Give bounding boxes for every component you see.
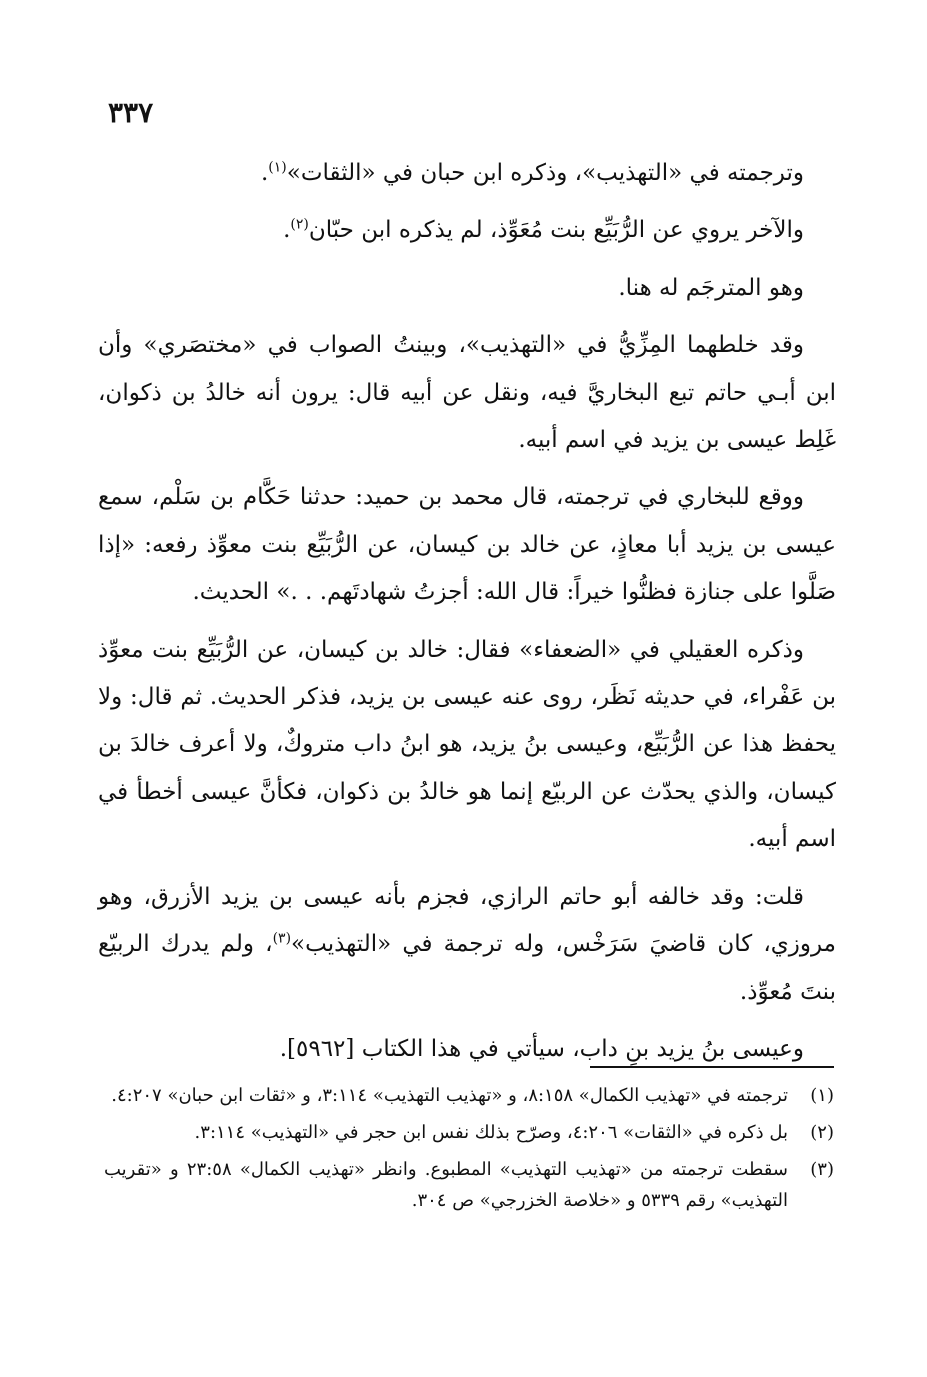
footnote-separator (590, 1066, 834, 1068)
paragraph-1-text: وترجمته في «التهذيب»، وذكره ابن حبان في «الثقات» (286, 160, 804, 186)
paragraph-4: وقد خلطهما المِزِّيُّ في «التهذيب»، وبينتُ الصواب في «مختصَري» وأن ابن أبـي حاتم تبع البخاريَّ فيه، ونقل عن أبيه قال: يرون أنه خالدُ بن ذكوان، غَلِط عيسى بن يزيد في اسم أبيه. (98, 332, 836, 454)
paragraph-5: ووقع للبخاري في ترجمته، قال محمد بن حميد: حدثنا حَكَّام بن سَلْم، سمع عيسى بن يزيد أبا معاذٍ، عن خالد بن كيسان، عن الرُّبَيِّع بنت معوِّذ رفعه: «إذا صَلَّوا على جنازة فظنُّوا خيراً: قال الله: أجزتُ شهادتَهم. . .» الحديث. (98, 484, 836, 606)
footnote-number: (٢) (810, 1122, 834, 1143)
footnote-2 (104, 1117, 834, 1148)
page-number: ٣٣٧ (108, 96, 154, 129)
paragraph-7 (98, 874, 836, 1016)
footnote-number: (١) (810, 1085, 834, 1106)
paragraph-1 (98, 150, 836, 197)
paragraph-2-text: والآخر يروي عن الرُّبَيِّع بنت مُعَوِّذ، لم يذكره ابن حبّان (308, 217, 804, 244)
footnote-ref-2: (٢) (290, 216, 309, 233)
main-text (98, 150, 836, 1083)
footnotes (104, 1080, 834, 1222)
footnote-ref-1: (١) (268, 159, 287, 176)
paragraph-7-text-b: ، ولم يدرك الربيّع بنتَ مُعوِّذ. (98, 931, 836, 1005)
paragraph-7-text-a: قلت: وقد خالفه أبو حاتم الرازي، فجزم بأنه عيسى بن يزيد الأزرق، وهو مروزي، كان قاضيَ سَرَخْس، وله ترجمة في «التهذيب» (98, 883, 836, 958)
footnote-1 (104, 1080, 834, 1111)
paragraph-6: وذكره العقيلي في «الضعفاء» فقال: خالد بن كيسان، عن الرُّبَيِّع بنت معوِّذ بن عَفْراء، في حديثه نَظَر، روى عنه عيسى بن يزيد، فذكر الحديث. ثم قال: ولا يحفظ هذا عن الرُّبَيِّع، وعيسى بنُ يزيد، هو ابنُ داب متروكٌ، ولا أعرف خالدَ بن كيسان، والذي يحدّث عن الربيّع إنما هو خالدُ بن ذكوان، فكأنَّ عيسى أخطأ في اسم أبيه. (98, 636, 836, 853)
footnote-ref-3: (٣) (272, 930, 292, 947)
footnote-number: (٣) (810, 1159, 834, 1180)
footnote-text: بل ذكره في «الثقات» ٤:٢٠٦، وصرّح بذلك نفس ابن حجر في «التهذيب» ٣:١١٤. (194, 1122, 788, 1143)
footnote-text: ترجمته في «تهذيب الكمال» ٨:١٥٨، و «تهذيب التهذيب» ٣:١١٤، و «ثقات ابن حبان» ٤:٢٠٧. (111, 1085, 788, 1106)
footnote-3 (104, 1154, 834, 1216)
paragraph-3: وهو المترجَم له هنا. (618, 274, 804, 301)
paragraph-2-end: . (283, 217, 291, 244)
paragraph-2 (98, 207, 836, 254)
paragraph-8: وعيسى بنُ يزيد بنِ داب، سيأتي في هذا الكتاب [٥٩٦٢]. (279, 1035, 804, 1062)
footnote-text: سقطت ترجمته من «تهذيب التهذيب» المطبوع. وانظر «تهذيب الكمال» ٢٣:٥٨ و «تقريب التهذيب» رقم ٥٣٣٩ و «خلاصة الخزرجي» ص ٣٠٤. (104, 1159, 788, 1211)
paragraph-1-end: . (260, 160, 269, 186)
